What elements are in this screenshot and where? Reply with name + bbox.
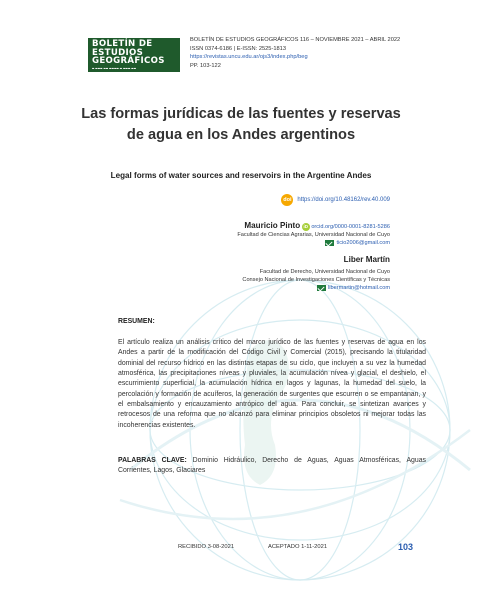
logo-tagline-graphic: ▬ ▬▬▬ ▬▬ ▬▬▬▬ ▬ ▬▬▬ ▬▬ bbox=[92, 66, 137, 70]
journal-url[interactable]: https://revistas.uncu.edu.ar/ojs3/index.php/beg bbox=[190, 54, 308, 61]
author-2-affiliation-2: Consejo Nacional de Investigaciones Científicas y Técnicas bbox=[242, 277, 390, 283]
journal-issn: ISSN 0374-6186 | E-ISSN: 2525-1813 bbox=[190, 45, 287, 52]
author-1-email[interactable]: ticio2006@gmail.com bbox=[336, 240, 390, 246]
logo-line-2: ESTUDIOS bbox=[92, 47, 144, 58]
keywords-text: Dominio Hidráulico, Derecho de Aguas, Aguas Atmosféricas, Aguas Corrientes, Lagos, Glaciares bbox=[118, 457, 426, 475]
keywords-label: PALABRAS CLAVE: bbox=[118, 457, 187, 464]
email-icon bbox=[325, 240, 334, 246]
journal-logo bbox=[88, 38, 180, 72]
email-icon bbox=[317, 285, 326, 291]
author-2 bbox=[242, 256, 390, 292]
author-2-affiliation-1: Facultad de Derecho, Universidad Nacional de Cuyo bbox=[259, 269, 390, 275]
page-number: 103 bbox=[398, 542, 414, 552]
author-2-name: Liber Martín bbox=[343, 255, 390, 264]
orcid-icon: iD bbox=[303, 223, 308, 229]
article-subtitle: Legal forms of water sources and reservoirs in the Argentine Andes bbox=[110, 171, 372, 180]
title-line-2: de agua en los Andes argentinos bbox=[126, 127, 356, 143]
journal-issue: BOLETÍN DE ESTUDIOS GEOGRÁFICOS 116 – NOVIEMBRE 2021 – ABRIL 2022 bbox=[190, 37, 401, 43]
author-1-affiliation: Facultad de Ciencias Agrarias, Universidad Nacional de Cuyo bbox=[237, 232, 390, 238]
accepted-date: ACEPTADO 1-11-2021 bbox=[268, 544, 328, 550]
doi-icon: doi bbox=[281, 194, 293, 206]
journal-pages: PP. 103-122 bbox=[190, 62, 221, 69]
received-date: RECIBIDO 3-08-2021 bbox=[178, 544, 235, 550]
author-1-orcid[interactable]: orcid.org/0000-0001-8281-5286 bbox=[311, 224, 390, 230]
article-title bbox=[60, 104, 422, 146]
author-1-name: Mauricio Pinto bbox=[244, 221, 301, 230]
author-1 bbox=[237, 222, 390, 247]
logo-line-3: GEOGRÁFICOS bbox=[92, 56, 165, 67]
title-line-1: Las formas jurídicas de las fuentes y reservas bbox=[81, 106, 401, 122]
logo-line-1: BOLETÍN DE bbox=[92, 39, 153, 49]
journal-header bbox=[190, 36, 400, 70]
abstract-heading: RESUMEN: bbox=[118, 318, 155, 325]
doi-link[interactable]: https://doi.org/10.48162/rev.40.009 bbox=[297, 197, 390, 203]
doi-row[interactable] bbox=[281, 194, 390, 206]
abstract-text: El artículo realiza un análisis crítico del marco jurídico de las fuentes y reservas de agua en los Andes a partir de la modificación del Código Civil y Comercial (2015), precisando la titularidad dominial del recurso hídrico en las distintas etapas de su ciclo, que incluyen a su vez la humedad atmosférica, las precipitaciones níveas y pluviales, la acumulación nívea y glacial, el deshielo, el escurrimiento superficial, la acumulación hídrica en lagos y lagunas, la humedad del suelo, la percolación y formación de acuíferos, la generación de surgentes que escurren o se empantanan, y el embalsamiento y encauzamiento antrópico del agua. Para concluir, se sintetizan avances y retrocesos de una reforma que no alcanzó para eliminar principios obsoletos ni mejorar todas las incoherencias existentes. bbox=[118, 339, 426, 429]
author-2-email[interactable]: libermartin@hotmail.com bbox=[328, 285, 390, 291]
keywords bbox=[118, 456, 426, 477]
